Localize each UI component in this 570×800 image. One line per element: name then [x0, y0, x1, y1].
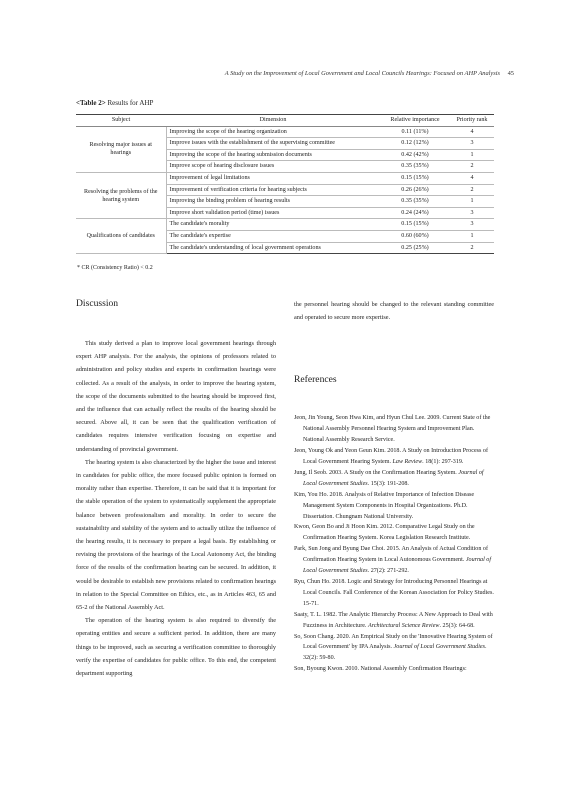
table-row	[76, 126, 494, 138]
discussion-paragraph-continued: the personnel hearing should be changed to the relevant standing committee and operated to secure more expertise.	[294, 301, 494, 322]
header-priority-rank: Priority rank	[450, 115, 494, 127]
dimension-cell: The candidate's expertise	[166, 230, 380, 242]
importance-cell: 0.15 (15%)	[380, 219, 450, 231]
reference-item: So, Soon Chang. 2020. An Empirical Study on the 'Innovative Hearing System of Local Government' by IPA Analysis. Journal of Local Government Studies. 32(2): 59-80.	[294, 633, 493, 662]
header-dimension: Dimension	[166, 115, 380, 127]
rank-cell: 2	[450, 161, 494, 173]
importance-cell: 0.25 (25%)	[380, 242, 450, 254]
page-number: 45	[507, 70, 514, 77]
dimension-cell: Improve issues with the establishment of the supervising committee	[166, 138, 380, 150]
rank-cell: 3	[450, 207, 494, 219]
importance-cell: 0.35 (35%)	[380, 161, 450, 173]
reference-item: Son, Byoung Kwon. 2010. National Assembly Confirmation Hearings:	[294, 666, 467, 673]
importance-cell: 0.42 (42%)	[380, 149, 450, 161]
rank-cell: 1	[450, 196, 494, 208]
importance-cell: 0.12 (12%)	[380, 138, 450, 150]
rank-cell: 4	[450, 126, 494, 138]
rank-cell: 1	[450, 149, 494, 161]
subject-cell: Resolving the problems of the hearing system	[76, 172, 166, 218]
dimension-cell: Improving the scope of the hearing organization	[166, 126, 380, 138]
reference-item: Jeon, Young Ok and Yeon Geun Kim. 2018. A Study on Introduction Process of Local Government Hearing System. Law Review. 18(1): 297-319.	[294, 448, 488, 466]
subject-cell: Resolving major issues at hearings	[76, 126, 166, 172]
importance-cell: 0.15 (15%)	[380, 172, 450, 184]
discussion-continuation	[294, 298, 494, 324]
rank-cell: 3	[450, 219, 494, 231]
dimension-cell: Improvement of verification criteria for hearing subjects	[166, 184, 380, 196]
right-column	[294, 298, 494, 675]
ahp-results-table	[76, 114, 494, 254]
reference-item: Kim, You Ho. 2018. Analysis of Relative Importance of Infection Disease Management System Components in Hospital Organizations. Ph.D. Dissertation. Chungnam National University.	[294, 491, 475, 520]
reference-item: Ryu, Chun Ho. 2018. Logic and Strategy for Introducing Personnel Hearings at Local Councils. Fall Conference of the Korean Association for Policy Studies. 15-71.	[294, 579, 494, 607]
table-header-row	[76, 115, 494, 127]
subject-cell: Qualifications of candidates	[76, 219, 166, 254]
running-head-title: A Study on the Improvement of Local Government and Local Councils Hearings: Focused on AHP Analysis	[224, 70, 500, 77]
reference-list	[294, 413, 494, 675]
rank-cell: 2	[450, 184, 494, 196]
reference-item: Saaty, T. L. 1982. The Analytic Hierarchy Process: A New Approach to Deal with Fuzziness in Architecture. Architectural Science Review. 25(3): 64-68.	[294, 611, 493, 629]
importance-cell: 0.11 (11%)	[380, 126, 450, 138]
reference-item: Park, Sun Jong and Byung Dae Choi. 2015. An Analysis of Actual Condition of Confirmation Hearing System in Local Autonomous Government. Journal of Local Government Studies. 27(2): 271-292.	[294, 546, 492, 575]
discussion-paragraph: The operation of the hearing system is also required to diversify the operating entities and secure a sufficient period. In addition, there are many things to be improved, such as securing a verification committee to thoroughly verify the expertise of candidates for public office. To this end, the competent department supporting	[76, 617, 276, 678]
reference-item: Jeon, Jin Young, Seon Hwa Kim, and Hyun Chul Lee. 2009. Current State of the National Assembly Personnel Hearing System and Improvement Plan. National Assembly Research Service.	[294, 415, 491, 444]
discussion-body	[76, 337, 276, 680]
table-caption	[76, 99, 153, 107]
table-row	[76, 219, 494, 231]
references-heading: References	[294, 374, 337, 386]
discussion-paragraph: This study derived a plan to improve local government hearings through expert AHP analysis. For the analysis, the opinions of professors related to administration and policy studies and experts in confirmation hearings were collected. As a result of the analysis, in order to improve the hearing system, the scope of the documents submitted to the hearing should be improved first, and the influence that can actually reflect the results of the hearing should be secured. Above all, it can be seen that the qualification verification of candidates requires intensive verification focusing on expertise and understanding of provincial government.	[76, 340, 276, 453]
dimension-cell: Improve short validation period (time) issues	[166, 207, 380, 219]
reference-item: Jung, Il Seob. 2003. A Study on the Confirmation Hearing System. Journal of Local Government Studies. 15(3): 191-208.	[294, 469, 484, 487]
reference-item: Kwon, Geon Bo and Ji Hoon Kim. 2012. Comparative Legal Study on the Confirmation Hearing System. Korea Legislation Research Institute.	[294, 524, 475, 542]
dimension-cell: The candidate's morality	[166, 219, 380, 231]
left-column	[76, 298, 276, 680]
rank-cell: 4	[450, 172, 494, 184]
dimension-cell: Improving the binding problem of hearing results	[166, 196, 380, 208]
dimension-cell: Improve scope of hearing disclosure issues	[166, 161, 380, 173]
dimension-cell: The candidate's understanding of local government operations	[166, 242, 380, 254]
importance-cell: 0.24 (24%)	[380, 207, 450, 219]
rank-cell: 2	[450, 242, 494, 254]
header-subject: Subject	[76, 115, 166, 127]
table-caption-text: Results for AHP	[107, 99, 154, 107]
rank-cell: 3	[450, 138, 494, 150]
importance-cell: 0.26 (26%)	[380, 184, 450, 196]
importance-cell: 0.60 (60%)	[380, 230, 450, 242]
table-footnote: * CR (Consistency Ratio) < 0.2	[77, 265, 153, 271]
table-caption-label: <Table 2>	[76, 99, 106, 107]
dimension-cell: Improving the scope of the hearing submission documents	[166, 149, 380, 161]
importance-cell: 0.35 (35%)	[380, 196, 450, 208]
running-head	[225, 70, 514, 77]
discussion-paragraph: The hearing system is also characterized by the higher the issue and interest in candidates for public office, the more focused public opinion is formed on morality rather than expertise. Therefore, it can be said that it is important for the stable operation of the system to systematically supplement the appropriate balance between professionalism and morality. In order to secure the sustainability and stability of the system and to actually utilize the influence of the hearing results, it is necessary to prepare a legal basis. By establishing or revising the provisions of the hearings of the Local Autonomy Act, the binding force of the results of the confirmation hearing can be secured. In addition, it would be desirable to establish new provisions related to confirmation hearings in relation to the Special Committee on Ethics, etc., as in Articles 463, 65 and 65-2 of the National Assembly Act.	[76, 458, 276, 612]
discussion-heading: Discussion	[76, 298, 119, 309]
table-row	[76, 172, 494, 184]
header-relative-importance: Relative importance	[380, 115, 450, 127]
dimension-cell: Improvement of legal limitations	[166, 172, 380, 184]
rank-cell: 1	[450, 230, 494, 242]
